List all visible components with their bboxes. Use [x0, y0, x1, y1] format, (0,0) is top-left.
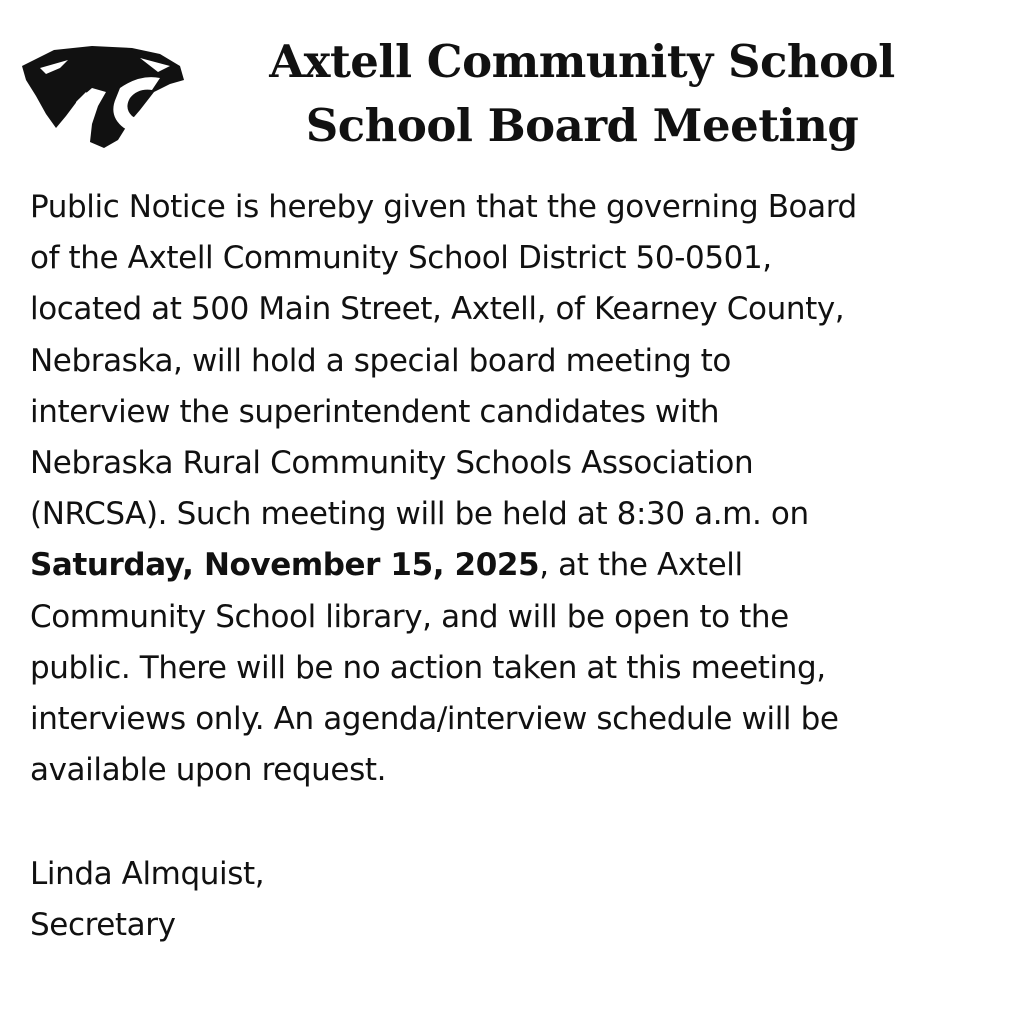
- notice-body: [30, 182, 1005, 796]
- notice-line: Nebraska Rural Community Schools Association: [30, 445, 754, 482]
- page-title: [190, 30, 974, 158]
- notice-line: located at 500 Main Street, Axtell, of Kearney County,: [30, 291, 845, 328]
- signature-name: Linda Almquist,: [30, 856, 265, 892]
- signature-role: Secretary: [30, 907, 176, 944]
- notice-line: interview the superintendent candidates with: [30, 393, 720, 430]
- wildcat-ac-logo-icon: [20, 44, 186, 150]
- notice-line: Community School library, and will be open to the: [30, 598, 789, 635]
- notice-line: Public Notice is hereby given that the governing Board: [30, 189, 857, 225]
- notice-line: Nebraska, will hold a special board meeting to: [30, 342, 732, 379]
- notice-line-date: [30, 540, 1005, 591]
- notice-line: public. There will be no action taken at this meeting,: [30, 649, 826, 686]
- notice-line: interviews only. An agenda/interview schedule will be: [30, 701, 839, 738]
- signature-block: [30, 849, 264, 951]
- notice-line: available upon request.: [30, 752, 387, 789]
- notice-line: of the Axtell Community School District 50-0501,: [30, 240, 772, 277]
- title-line-school: Axtell Community School: [269, 35, 895, 88]
- notice-line: (NRCSA). Such meeting will be held at 8:30 a.m. on: [30, 496, 809, 533]
- notice-line-rest: , at the Axtell: [539, 547, 743, 584]
- meeting-date: Saturday, November 15, 2025: [30, 547, 540, 584]
- title-line-meeting: School Board Meeting: [305, 99, 859, 152]
